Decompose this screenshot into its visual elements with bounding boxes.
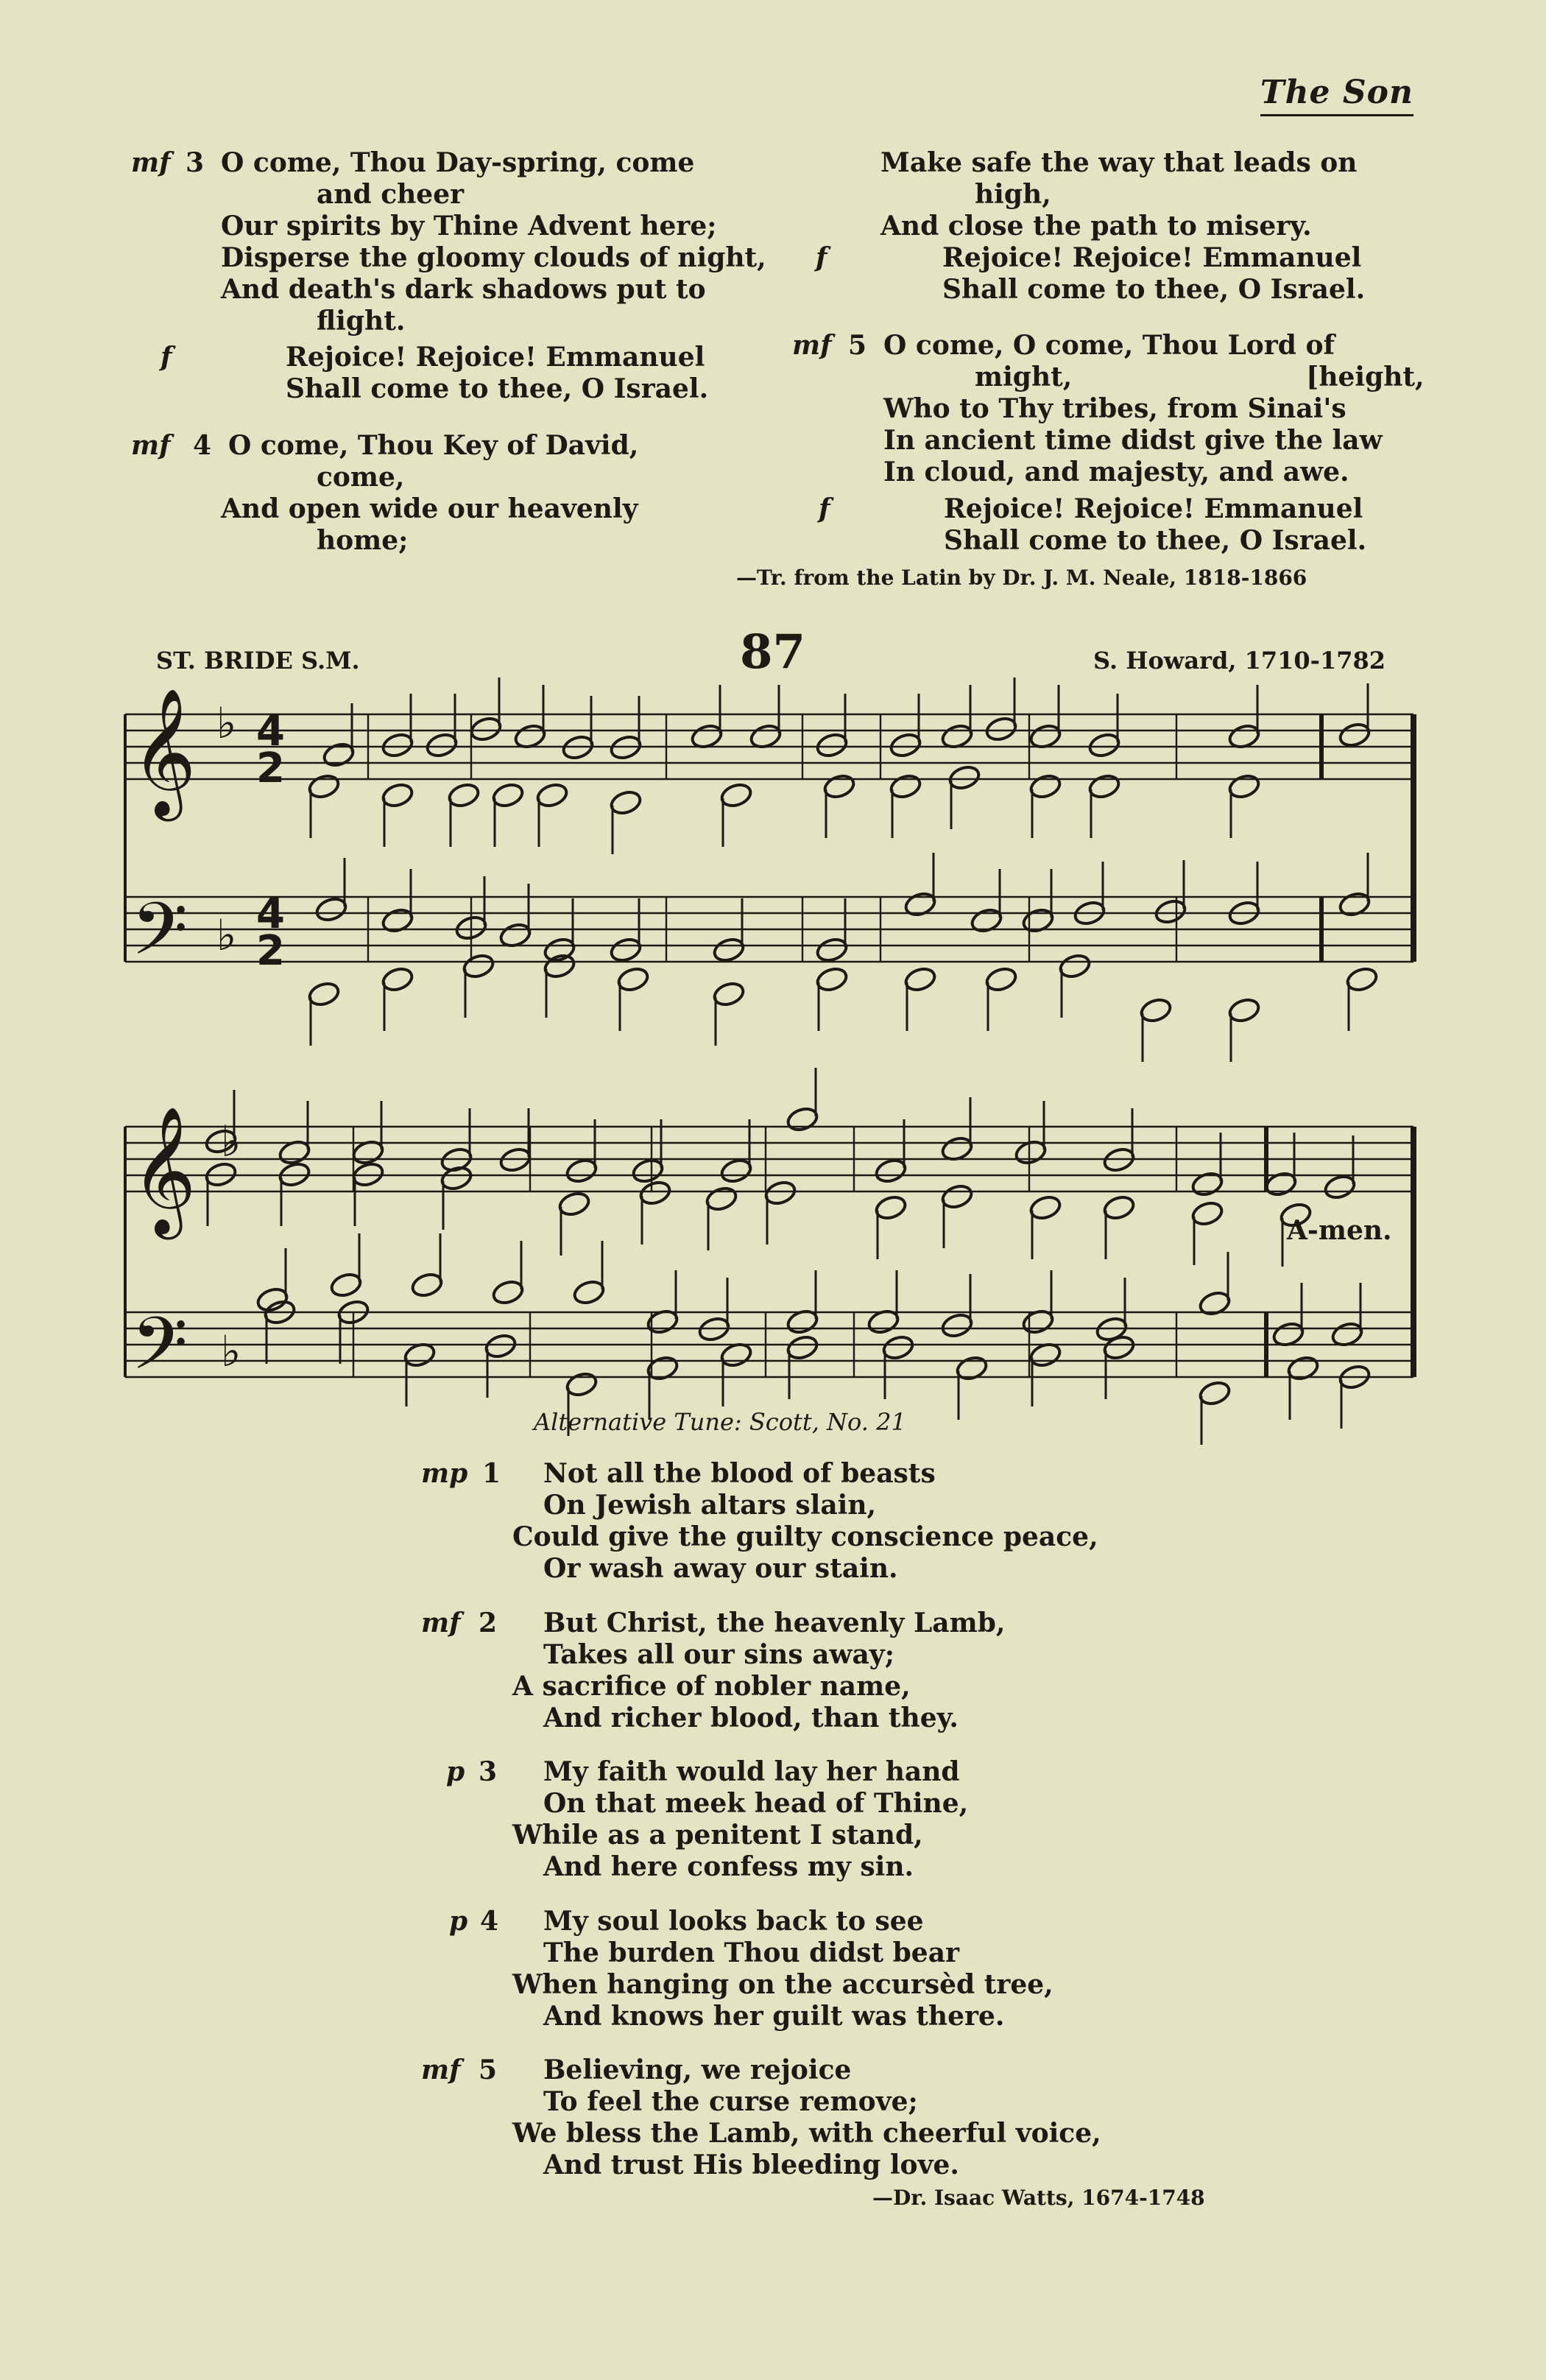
bass-note-2 [881, 1334, 915, 1362]
hymn86-credit: —Tr. from the Latin by Dr. J. M. Neale, 1818-1866 [736, 566, 1307, 590]
verse3-refrain-dynamic: f [160, 342, 172, 373]
alto-note [381, 781, 414, 809]
verse5-dynamic: mf [792, 330, 832, 361]
bass-note [1139, 996, 1173, 1024]
staff-systems [125, 714, 1413, 1377]
soprano-note-2 [719, 1157, 753, 1185]
verse4-dynamic: mf [131, 430, 171, 461]
verse4-text-left: O come, Thou Key of David, come, And open wide our heavenly home; [221, 430, 639, 556]
bass-note [712, 980, 746, 1008]
bass-note [616, 965, 650, 993]
h87-verse5-text: Believing, we rejoice To feel the curse remove; We bless the Lamb, with cheerful voice, And trust His bleeding love. [512, 2055, 1101, 2180]
verse5-refrain-dynamic: f [819, 493, 830, 524]
bass-note [1058, 952, 1092, 980]
time-bottom-bass: 2 [256, 927, 285, 975]
treble-clef-icon-2: 𝄞 [131, 1106, 197, 1234]
tenor-note-2 [572, 1278, 606, 1306]
tenor-note-2 [255, 1286, 289, 1314]
notes [204, 677, 1379, 1445]
tenor-note [712, 936, 746, 964]
bass-note-2 [1286, 1354, 1320, 1382]
hymn87-credit: —Dr. Isaac Watts, 1674-1748 [872, 2186, 1205, 2210]
soprano-note-2 [1264, 1170, 1298, 1198]
treble-clef-icon: 𝄞 [131, 688, 197, 816]
bass-note-2 [565, 1370, 599, 1398]
bass-clef-icon: 𝄢 [131, 887, 188, 990]
alto-note [535, 781, 569, 809]
alto-note-2 [1028, 1194, 1062, 1222]
alto-note-2 [705, 1185, 738, 1213]
tenor-note [1338, 890, 1372, 918]
soprano-note [381, 731, 414, 759]
time-bottom-treble: 2 [256, 744, 285, 792]
h87-verse2-dynamic: mf [421, 1608, 461, 1638]
verse5-refrain: Rejoice! Rejoice! Emmanuel Shall come to thee, O Israel. [944, 493, 1367, 556]
section-header: The Son [1260, 74, 1413, 116]
bass-clef-icon-2: 𝄢 [131, 1302, 188, 1404]
alto-note-2 [763, 1179, 797, 1207]
tenor-note [609, 936, 643, 964]
h87-verse1-number: 1 [482, 1458, 501, 1489]
tune-name: ST. BRIDE S.M. [156, 647, 360, 675]
soprano-note [469, 715, 503, 743]
soprano-note [322, 741, 356, 769]
verse3-number: 3 [186, 147, 205, 178]
tenor-note [1021, 906, 1055, 934]
soprano-note [425, 731, 459, 759]
alto-note [889, 772, 922, 800]
bass-note [1227, 996, 1261, 1024]
time-top-bass: 4 [256, 890, 285, 938]
soprano-note [815, 731, 849, 759]
tenor-note-2 [1198, 1289, 1232, 1317]
soprano-note-2 [786, 1105, 819, 1133]
soprano-note [889, 731, 922, 759]
bass-note [307, 980, 341, 1008]
h87-verse5-number: 5 [479, 2055, 498, 2085]
h87-verse3-text: My faith would lay her hand On that meek head of Thine, While as a penitent I stand, And here confess my sin. [512, 1756, 969, 1882]
verse3-text: O come, Thou Day-spring, come and cheer Our spirits by Thine Advent here; Disperse the gloomy clouds of night, And death's dark shadows put to flight. [221, 147, 766, 337]
alto-note [719, 781, 753, 809]
h87-verse4-number: 4 [480, 1906, 499, 1937]
alto-note [1227, 772, 1261, 800]
key-flat-4: ♭ [221, 1326, 241, 1376]
alternative-tune: Alternative Tune: Scott, No. 21 [534, 1408, 906, 1436]
bass-note [1345, 965, 1379, 993]
tenor-note [903, 890, 937, 918]
bass-note-2 [1102, 1334, 1136, 1362]
bass-note [903, 965, 937, 993]
bass-note [984, 965, 1018, 993]
soprano-note [1338, 721, 1372, 749]
tenor-note-2 [940, 1312, 974, 1339]
verse4-refrain-dynamic: f [816, 242, 827, 273]
alto-note-2 [557, 1190, 591, 1218]
h87-verse1-dynamic: mp [421, 1458, 468, 1489]
soprano-note [984, 715, 1018, 743]
alto-note [822, 772, 856, 800]
verse4-text-right: Make safe the way that leads on high, And close the path to misery. [880, 147, 1358, 242]
h87-verse1-text: Not all the blood of beasts On Jewish altars slain, Could give the guilty conscience peace, Or wash away our stain. [512, 1458, 1098, 1584]
h87-verse3-number: 3 [479, 1756, 498, 1787]
composer: S. Howard, 1710-1782 [1093, 647, 1386, 675]
verse4-refrain: Rejoice! Rejoice! Emmanuel Shall come to thee, O Israel. [942, 242, 1366, 305]
key-flat-1: ♭ [216, 698, 237, 748]
alto-note [307, 772, 341, 800]
key-flat-2: ♭ [216, 910, 237, 960]
alto-note-2 [638, 1179, 672, 1207]
tenor-note [381, 906, 414, 934]
tenor-note [815, 936, 849, 964]
bass-note-2 [955, 1354, 989, 1382]
bass-note-2 [786, 1334, 819, 1362]
soprano-note-2 [1190, 1170, 1224, 1198]
alto-note [447, 781, 481, 809]
key-flat-3: ♭ [221, 1116, 241, 1166]
h87-verse4-dynamic: p [449, 1906, 468, 1937]
tenor-note [1154, 898, 1187, 926]
soprano-note-2 [1323, 1173, 1357, 1201]
soprano-note [1087, 731, 1121, 759]
alto-note-2 [1190, 1200, 1224, 1228]
tenor-note-2 [329, 1271, 363, 1299]
alto-note [1028, 772, 1062, 800]
alto-note [947, 764, 981, 792]
verse5-text: O come, O come, Thou Lord of might, [height, Who to Thy tribes, from Sinai's In ancient time didst give the law In cloud, and majesty, and awe. [883, 330, 1425, 487]
bass-note-2 [484, 1332, 518, 1360]
h87-verse2-text: But Christ, the heavenly Lamb, Takes all our sins away; A sacrifice of nobler name, And richer blood, than they. [512, 1608, 1006, 1733]
hymn-number: 87 [740, 624, 806, 680]
verse3-dynamic: mf [131, 147, 171, 178]
alto-note-2 [1102, 1194, 1136, 1222]
tenor-note-2 [491, 1278, 525, 1306]
verse4-number: 4 [193, 430, 212, 461]
verse5-number: 5 [848, 330, 867, 361]
h87-verse3-dynamic: p [446, 1756, 465, 1787]
h87-verse4-text: My soul looks back to see The burden Thou didst bear When hanging on the accursèd tree, And knows her guilt was there. [512, 1906, 1053, 2032]
bass-note-2 [1198, 1379, 1232, 1407]
alto-note [1087, 772, 1121, 800]
h87-verse5-dynamic: mf [421, 2055, 461, 2085]
soprano-note-2 [874, 1157, 908, 1185]
bass-note [381, 965, 414, 993]
verse3-refrain: Rejoice! Rejoice! Emmanuel Shall come to thee, O Israel. [286, 342, 709, 404]
alto-note-2 [940, 1183, 974, 1211]
amen-label: A-men. [1287, 1215, 1392, 1246]
alto-note [491, 781, 525, 809]
time-top-treble: 4 [256, 708, 285, 756]
tenor-note-2 [410, 1271, 444, 1299]
tenor-note [970, 906, 1003, 934]
h87-verse2-number: 2 [479, 1608, 498, 1638]
alto-note-2 [874, 1194, 908, 1222]
tenor-note [314, 895, 348, 923]
alto-note [609, 789, 643, 817]
bass-note-2 [646, 1354, 680, 1382]
soprano-note-2 [565, 1157, 599, 1185]
bass-note [815, 965, 849, 993]
bass-note [462, 952, 495, 980]
soprano-note-2 [631, 1157, 665, 1185]
